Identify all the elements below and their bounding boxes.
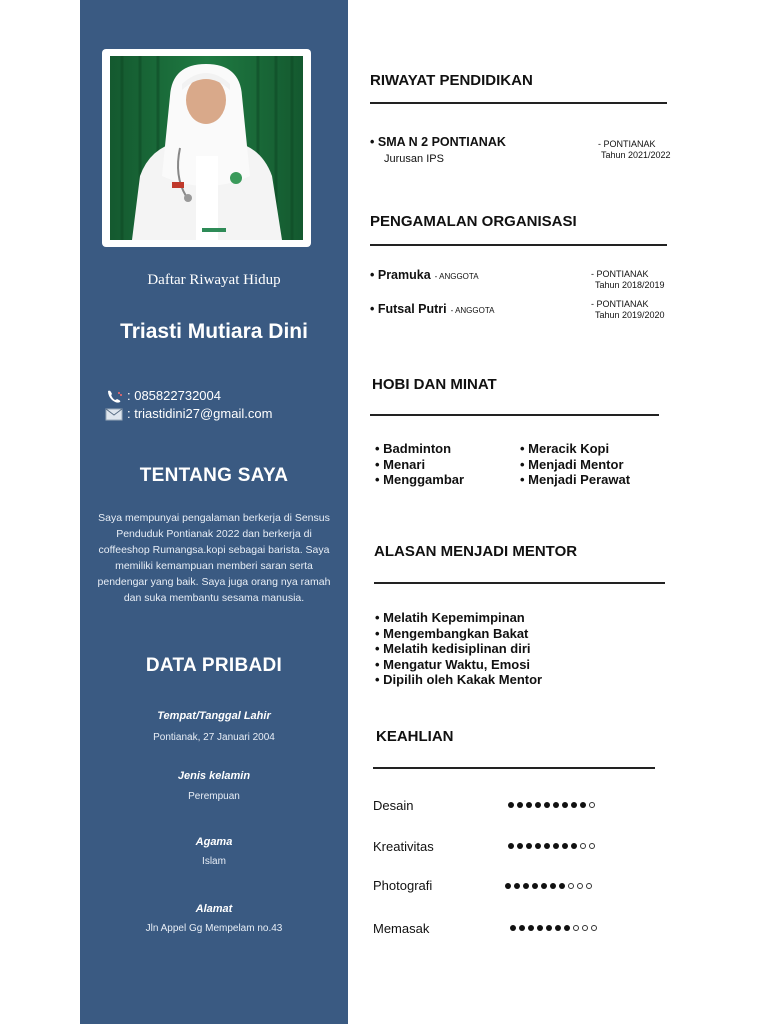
rating-dot-filled <box>526 843 532 849</box>
rating-dot-filled <box>528 925 534 931</box>
skill-rating <box>508 802 595 808</box>
skills-divider <box>373 767 655 769</box>
rating-dot-filled <box>571 843 577 849</box>
rating-dot-filled <box>505 883 511 889</box>
rating-dot-empty <box>580 843 586 849</box>
rating-dot-filled <box>508 843 514 849</box>
reasons-list <box>375 610 542 688</box>
skills-heading: KEAHLIAN <box>376 728 454 745</box>
rating-dot-filled <box>523 883 529 889</box>
rating-dot-empty <box>586 883 592 889</box>
rating-dot-empty <box>568 883 574 889</box>
education-major: Jurusan IPS <box>384 153 444 165</box>
education-divider <box>370 102 667 104</box>
rating-dot-filled <box>517 802 523 808</box>
skill-name: Photografi <box>373 878 433 893</box>
reasons-heading: ALASAN MENJADI MENTOR <box>374 543 578 560</box>
phone-number: : 085822732004 <box>127 388 221 403</box>
rating-dot-filled <box>553 802 559 808</box>
hobbies-list-left <box>375 441 464 488</box>
skill-name: Memasak <box>373 921 430 936</box>
religion-value: Islam <box>202 856 226 867</box>
rating-dot-empty <box>573 925 579 931</box>
organization-role: - ANGGOTA <box>434 272 479 281</box>
main-content <box>348 0 768 1024</box>
religion-label: Agama <box>195 836 233 848</box>
education-place: - PONTIANAK <box>598 139 656 149</box>
profile-photo-frame <box>102 49 311 247</box>
organization-heading: PENGAMALAN ORGANISASI <box>370 213 577 230</box>
rating-dot-filled <box>517 843 523 849</box>
rating-dot-filled <box>508 802 514 808</box>
rating-dot-empty <box>589 802 595 808</box>
reason-item: • Melatih Kepemimpinan <box>375 610 525 625</box>
hobbies-divider <box>370 414 659 416</box>
skill-name: Desain <box>373 798 414 813</box>
reason-item: • Dipilih oleh Kakak Mentor <box>375 672 543 687</box>
about-heading: TENTANG SAYA <box>139 465 289 486</box>
sidebar <box>80 0 348 1024</box>
reason-item: • Mengatur Waktu, Emosi <box>375 656 531 672</box>
rating-dot-filled <box>571 802 577 808</box>
organization-role: - ANGGOTA <box>450 306 495 315</box>
organization-place: - PONTIANAK <box>591 299 649 309</box>
rating-dot-filled <box>532 883 538 889</box>
rating-dot-filled <box>544 843 550 849</box>
hobbies-list-right <box>520 441 630 488</box>
birth-value: Pontianak, 27 Januari 2004 <box>153 732 275 743</box>
education-year: Tahun 2021/2022 <box>601 150 671 160</box>
rating-dot-filled <box>550 883 556 889</box>
email-icon <box>105 407 123 421</box>
rating-dot-filled <box>535 843 541 849</box>
rating-dot-empty <box>591 925 597 931</box>
organization-name: Pramuka <box>377 268 431 282</box>
rating-dot-filled <box>546 925 552 931</box>
rating-dot-empty <box>582 925 588 931</box>
address-value: Jln Appel Gg Mempelam no.43 <box>145 923 283 934</box>
phone-contact <box>105 388 221 403</box>
rating-dot-filled <box>537 925 543 931</box>
rating-dot-filled <box>580 802 586 808</box>
organization-item: • Futsal Putri - ANGGOTA <box>370 302 495 316</box>
full-name: Triasti Mutiara Dini <box>120 320 308 343</box>
organization-divider <box>370 244 667 246</box>
rating-dot-empty <box>577 883 583 889</box>
organization-year: Tahun 2019/2020 <box>595 310 665 320</box>
reasons-divider <box>374 582 665 584</box>
education-school: • SMA N 2 PONTIANAK <box>370 135 506 149</box>
rating-dot-filled <box>541 883 547 889</box>
skill-name: Kreativitas <box>373 839 434 854</box>
address-label: Alamat <box>195 903 233 915</box>
gender-label: Jenis kelamin <box>177 770 251 782</box>
rating-dot-filled <box>514 883 520 889</box>
rating-dot-filled <box>535 802 541 808</box>
birth-label: Tempat/Tanggal Lahir <box>157 710 271 722</box>
skill-rating <box>505 883 592 889</box>
profile-photo-image <box>110 56 303 240</box>
skill-rating <box>508 843 595 849</box>
organization-name: Futsal Putri <box>377 302 447 316</box>
rating-dot-filled <box>544 802 550 808</box>
rating-dot-filled <box>553 843 559 849</box>
cv-title: Daftar Riwayat Hidup <box>147 272 281 288</box>
email-contact <box>105 406 272 421</box>
rating-dot-filled <box>555 925 561 931</box>
reason-item: • Mengembangkan Bakat <box>375 625 529 641</box>
hobbies-heading: HOBI DAN MINAT <box>372 376 497 393</box>
hobby-item: • Menggambar <box>375 472 465 487</box>
personal-data-heading: DATA PRIBADI <box>145 655 283 676</box>
gender-value: Perempuan <box>188 791 240 802</box>
rating-dot-filled <box>562 802 568 808</box>
reason-item: • Melatih kedisiplinan diri <box>375 641 531 656</box>
about-text: Saya mempunyai pengalaman berkerja di Sensus Penduduk Pontianak 2022 dan berkerja di coffeeshop Rumangsa.kopi sebagai barista. Saya memiliki kemampuan memberi saran serta pendengar yang baik. Saya juga orang nya ramah dan suka membantu sesama manusia. <box>97 512 331 604</box>
education-heading: RIWAYAT PENDIDIKAN <box>370 72 533 89</box>
school-name: SMA N 2 PONTIANAK <box>377 135 506 149</box>
rating-dot-filled <box>519 925 525 931</box>
phone-icon <box>105 389 123 403</box>
rating-dot-filled <box>564 925 570 931</box>
rating-dot-filled <box>562 843 568 849</box>
profile-photo <box>110 56 303 240</box>
hobby-item: • Meracik Kopi <box>520 441 610 456</box>
skill-rating <box>510 925 597 931</box>
rating-dot-filled <box>526 802 532 808</box>
rating-dot-filled <box>559 883 565 889</box>
rating-dot-empty <box>589 843 595 849</box>
hobby-item: • Badminton <box>375 441 452 456</box>
organization-item: • Pramuka - ANGGOTA <box>370 268 479 282</box>
organization-year: Tahun 2018/2019 <box>595 280 665 290</box>
hobby-item: • Menjadi Perawat <box>520 472 631 487</box>
organization-place: - PONTIANAK <box>591 269 649 279</box>
hobby-item: • Menjadi Mentor <box>520 456 624 472</box>
hobby-item: • Menari <box>375 456 426 472</box>
rating-dot-filled <box>510 925 516 931</box>
email-address: : triastidini27@gmail.com <box>127 406 273 421</box>
